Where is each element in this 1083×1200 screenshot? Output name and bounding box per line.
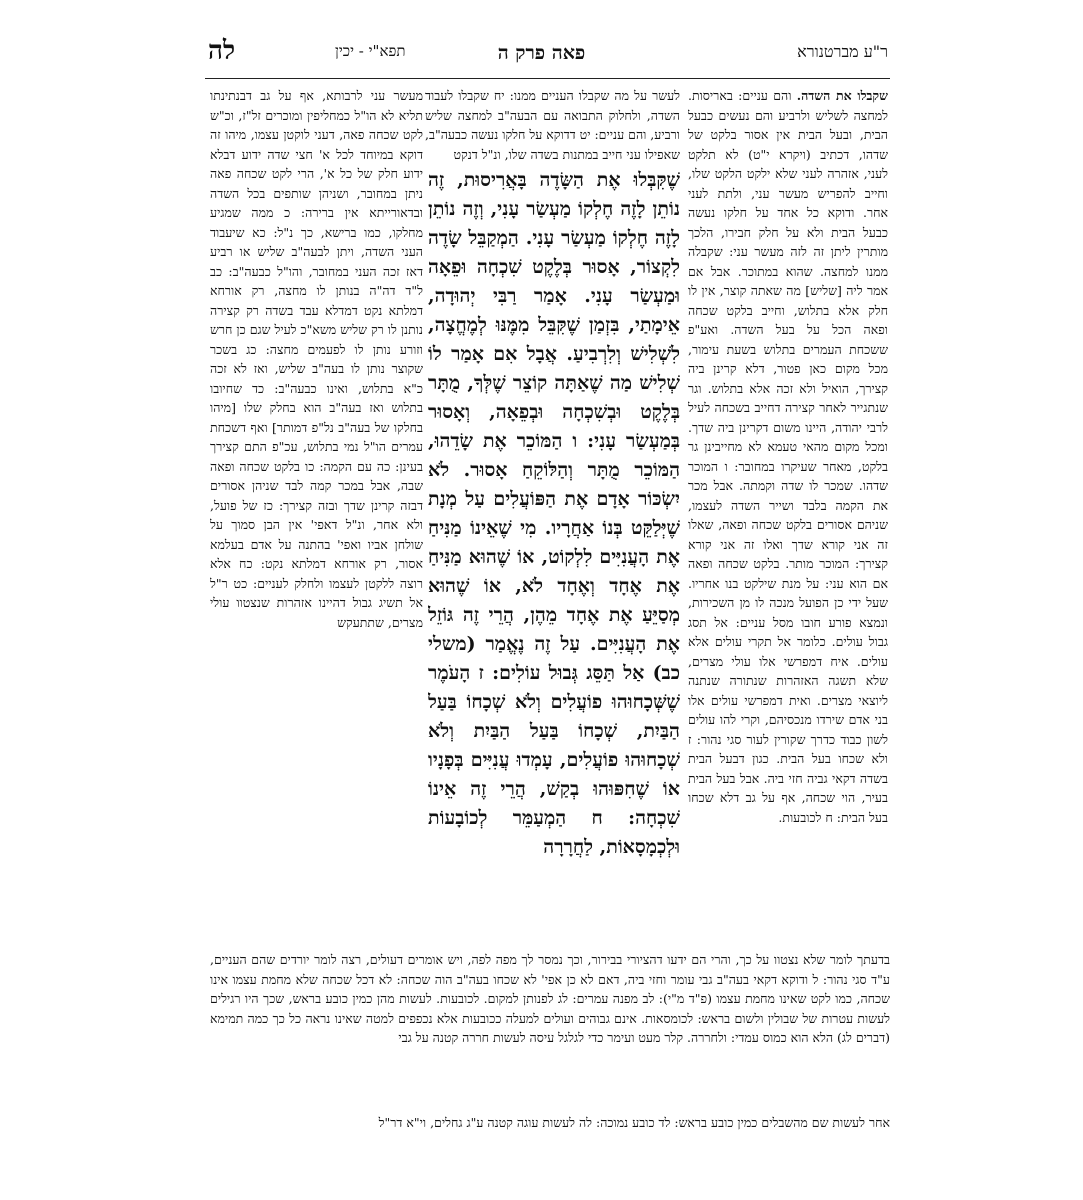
- bartenura-body: והם עניים: באריסות. למחצה לשליש ולרביע והם נעשים כבעל הבית, ובעל הבית אין אסור בלקט של שדהו, דכתיב (ויקרא י"ט) לא תלקט לעני, אזהרה לעני שלא ילקט הלקט שלו, וחייב להפריש מעשר עני, ולתת לעני אחר. ודוקא כל אחד על חלקו נעשה כבעל הבית ולא על חלק חבירו, הלכך מותרין ליתן זה לזה מעשר עני: שקבלה ממנו למחצה. שהוא במתוכר. אבל אם אמר ליה [שליש] מה שאתה קוצר, אין לו חלק אלא בתלוש, וחייב בלקט שכחה ופאה הכל על בעל השדה. ואע"פ ששכחת העמרים בתלוש בשעת עימור, מכל מקום כאן פטור, דלא קרינן ביה קצירך, הואיל ולא זכה אלא בתלוש. וגר שנתגייר לאחר קצירה דחייב בשכחה לעיל לרבי יהודה, היינו משום דקרינן ביה שדך. ומכל מקום מהאי טעמא לא מחייבינן גר בלקט, מאחר שעיקרו במחובר: ו המוכר שדהו. שמכר לו שדה וקמתה. אבל מכר את הקמה בלבד ושייר השדה לעצמו, שניהם אסורים בלקט שכחה ופאה, שאלו זה אני קורא שדך ואלו זה אני קורא קצירך: המוכר מותר. בלקט שכחה ופאה אם הוא עני: על מנת שילקט בנו אחריו. שעל ידי כן הפועל מנכה לו מן השכירות, ונמצא פורע חובו מסל עניים: אל תסג גבול עולים. כלומר אל תקרי עולים אלא עולים. איח דמפרשי אלו עולי מצרים, שלא תשגה האזהרות שנתורה שנתנה ליוצאי מצרים. ואית דמפרשי עולים אלו בני אדם שירדו מנכסיהם, וקרי להו עולים לשון כבוד כדרך שקורין לעור סגי נהור: ז ולא שכחו בעל הבית. כגון דבעל הבית בשדה דקאי גביה חזי ביה. אבל בעל הבית בעיר, הוי שכחה, אף על גב דלא שכחו בעל הבית: ח לכובעות.: [688, 88, 888, 825]
- header-rule: [205, 78, 890, 79]
- bartenura-text: [688, 86, 888, 827]
- header-companion-commentary: תפא"י - יכין: [335, 42, 406, 60]
- bartenura-commentary-column: [688, 86, 888, 941]
- yachin-text: מעשר עני לרבותא, אף על גב דבנתינתו תליא לא הו"ל כמחליפין ומוכרים זל"ז, וכ"ש לקט שכחה פאה, דעני לוקטן עצמו, מיהו זה דוקא במיוחד לכל א' חצי שדה ידוע דבלא ידוע חלק של כל א', הרי לקט שכחה פאה ניתן במחובר, ושניהן שותפים בכל השדה ובדאורייתא אין ברירה: כ ממה שמגיע מחלקו, כמו ברישא, כך נ"ל: כא שיעבוד העני השדה, ויתן לבעה"ב שליש או רביע דאז זכה העני במחובר, והו"ל כבעה"ב: כב ל"ד דה"ה בנותן לו מחצה, רק אורחא דמלתא נקט דמדלא עבד בשדה רק קצירה נותנן לו רק שליש משא"כ לעיל שגם כן חרש וזורע נותן לו לפעמים מחצה: כג בשכר שקוצר נותן לו בעה"ב שליש, ואז לא זכה כ"א בתלוש, ואינו כבעה"ב: כד שחיובו בתלוש ואז בעה"ב הוא בחלק שלו [מיהו בחלקו של בעה"ב נל"פ דמותר] ואף דשכחת עמרים הו"ל נמי בתלוש, עכ"פ התם קצירך בעינן: כה עם הקמה: כו בלקט שכחה ופאה שבה, אבל במכר קמה לבד שניהן אסורים דבזה קרינן שדך ובזה קצירך: כז של פועל, ולא אחר, ונ"ל דאפי' אין הבן סמוך על שולחן אביו ואפי' בהתנה על אדם בעלמא אסור, רק אורחא דמלתא נקט: כח אלא רוצה ללקטן לעצמו ולחלק לעניים: כט ר"ל אל תשיג גבול דהיינו אזהרות שנצטוו עולי מצרים, שתתעקש: [210, 88, 423, 630]
- header-tractate-chapter: פאה פרק ה: [497, 42, 586, 64]
- bartenura-lead: שקבלו את השדה.: [796, 88, 888, 103]
- yachin-commentary-column: [210, 86, 423, 941]
- header-commentary-name: ר"ע מברטנורא: [797, 42, 888, 61]
- page-number: לה: [208, 36, 236, 66]
- mishnah-text: שֶׁקִּבְּלוּ אֶת הַשָּׂדֶה בָּאֲרִיסוּת, זֶה נוֹתֵן לָזֶה חֶלְקוֹ מַעְשַׂר עָנִי, וְזֶה נוֹתֵן לָזֶה חֶלְקוֹ מַעְשַׂר עָנִי. הַמְקַבֵּל שָׂדֶה לִקְצוֹר, אָסוּר בְּלֶקֶט שִׁכְחָה וּפֵאָה וּמַעְשַׂר עָנִי. אָמַר רַבִּי יְהוּדָה, אֵימָתַי, בִּזְמַן שֶׁקִּבֵּל מִמֶּנּוּ לְמֶחֱצָה, לִשְׁלִישׁ וְלִרְבִיעַ. אֲבָל אִם אָמַר לוֹ שְׁלִישׁ מַה שֶׁאַתָּה קוֹצֵר שֶׁלְּךָ, מֻתָּר בְּלֶקֶט וּבְשִׁכְחָה וּבְפֵאָה, וְאָסוּר בְּמַעְשַׂר עָנִי: ו הַמּוֹכֵר אֶת שָׂדֵהוּ, הַמּוֹכֵר מֻתָּר וְהַלּוֹקֵחַ אָסוּר. לֹא יִשְׂכּוֹר אָדָם אֶת הַפּוֹעֲלִים עַל מְנָת שֶׁיְּלַקֵּט בְּנוֹ אַחֲרָיו. מִי שֶׁאֵינוֹ מַנִּיחַ אֶת הָעֲנִיִּים לִלְקוֹט, אוֹ שֶׁהוּא מַנִּיחַ אֶת אֶחָד וְאֶחָד לֹא, אוֹ שֶׁהוּא מְסַיֵּעַ אֶת אֶחָד מֵהֶן, הֲרֵי זֶה גּוֹזֵל אֶת הָעֲנִיִּים. עַל זֶה נֶאֱמַר (משלי כב) אַל תַּסֵּג גְּבוּל עוֹלִים: ז הָעֹמֶר שֶׁשְּׁכָחוּהוּ פוֹעֲלִים וְלֹא שְׁכָחוֹ בַּעַל הַבַּיִת, שְׁכָחוֹ בַּעַל הַבַּיִת וְלֹא שְׁכָחוּהוּ פוֹעֲלִים, עָמְדוּ עֲנִיִּים בְּפָנָיו אוֹ שֶׁחִפּוּהוּ בְקַשׁ, הֲרֵי זֶה אֵינוֹ שִׁכְחָה: ח הַמְעַמֵּר לְכוֹבָעוֹת וּלְכְמָסָאוֹת, לַחֲרָרָה: [428, 169, 680, 858]
- bottom-commentary-block: [210, 950, 890, 1115]
- footer-line: אחר לעשות שם מהשבלים כמין כובע בראש: לד כובע נמוכה: לה לעשות עוגה קטנה ע"ג גחלים, וי"א דר"ל: [378, 1115, 890, 1130]
- yachin-top-block: [425, 86, 680, 164]
- bottom-commentary-text: בדעתך לומר שלא נצטוו על כך, והרי הם ידעו דהציורי בבירור, וכך נמסר לך מפה לפה, ויש אומרים דעולים, רצה לומר יורדים שהם העניים, ע"ד סגי נהור: ל ודוקא דקאי בעה"ב גבי עומר וחזי ביה, דאם לא כן אפי' לא שכחו בעה"ב הוה שכחה: לא דכל שכחה שלא מחמת עצמו אינו שכחה, כמו לקט שאינו מחמת עצמו (פ"ד מ"י): לב מפנה עמרים: לג לפנותן למקום. לכובעות. לעשות מהן כמין כובע בראש, שכך היו רגילים לעשות עטרות של שבולין ולשום בראש: לכומסאות. אינם גבוהים ועולים למעלה ככובעות אלא נכפפים למטה שאינו נראה כל כך כמה תמימא (דברים לג) הלא הוא כמוס עמדי: ולחררה. קלר מעט ועימר כדי לגלגל עיסה לעשות חררה קטנה על גבי: [210, 952, 890, 1045]
- yachin-top-text: לעשר על מה שקבלו העניים ממנו: יח שקבלו לעבוד השדה, ולחלוק התבואה עם הבעה"ב למחצה שליש ורביע, והם עניים: יט דדוקא על חלקו נעשה כבעה"ב, שאפילו עני חייב במתנות בשדה שלו, ונ"ל דנקט: [425, 88, 680, 162]
- mishnah-main-text: [428, 166, 680, 946]
